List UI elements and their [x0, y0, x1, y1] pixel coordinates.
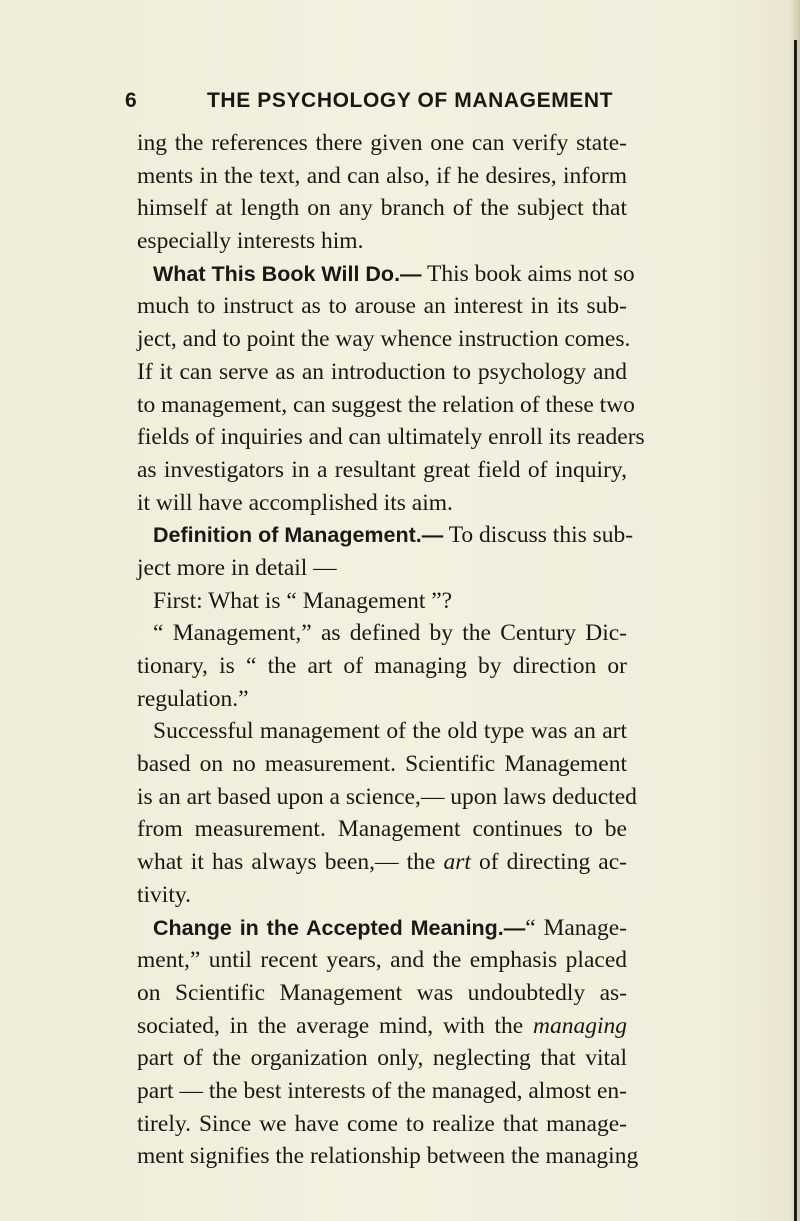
text-line: fields of inquiries and can ultimately enroll its readers	[137, 424, 645, 451]
text-line: ment signifies the relationship between the managing	[137, 1143, 639, 1170]
text-line: tionary, is “ the art of managing by direction or	[137, 653, 627, 679]
text-line: If it can serve as an introduction to psychology and	[137, 358, 627, 385]
text-line: part — the best interests of the managed, almost en-	[137, 1077, 627, 1104]
running-head	[125, 89, 625, 119]
text-line: what it has always been,— the art of directing ac-	[137, 849, 627, 876]
text-line: to management, can suggest the relation of these two	[137, 391, 635, 418]
text-line: Change in the Accepted Meaning.—“ Manage-	[153, 914, 627, 941]
text-line: as investigators in a resultant great field of inquiry,	[137, 456, 627, 483]
text-line: ject, and to point the way whence instruction comes.	[137, 326, 631, 353]
text-line: ments in the text, and can also, if he desires, inform	[137, 162, 627, 189]
text-line: First: What is “ Management ”?	[153, 587, 453, 614]
text-line: himself at length on any branch of the subject that	[137, 195, 627, 222]
text-line: much to instruct as to arouse an interest in its sub-	[137, 293, 627, 320]
text-line: it will have accomplished its aim.	[137, 489, 453, 516]
text-line: ment,” until recent years, and the emphasis placed	[137, 947, 627, 974]
text-line: ing the references there given one can verify state-	[137, 130, 627, 156]
text-line: regulation.”	[137, 685, 249, 712]
italic-managing: managing	[533, 1012, 627, 1039]
subheading-definition-of-management: Definition of Management.—	[153, 523, 444, 548]
text-line: tirely. Since we have come to realize that manage-	[137, 1110, 627, 1137]
running-title: THE PSYCHOLOGY OF MANAGEMENT	[207, 89, 614, 112]
italic-art: art	[443, 849, 471, 876]
binding-edge	[794, 40, 797, 1221]
text-line: Definition of Management.— To discuss this sub-	[153, 522, 634, 549]
text-line: part of the organization only, neglecting that vital	[137, 1045, 627, 1072]
text-line: from measurement. Management continues to be	[137, 816, 627, 843]
text-line: based on no measurement. Scientific Management	[137, 751, 627, 778]
text-line: “ Management,” as defined by the Century Dic-	[153, 620, 627, 647]
text-line: ject more in detail —	[137, 554, 337, 581]
text-line: Successful management of the old type was an art	[153, 718, 627, 745]
text-line: is an art based upon a science,— upon laws deducted	[137, 783, 637, 810]
text-line: sociated, in the average mind, with the managing	[137, 1012, 627, 1039]
text-line: on Scientific Management was undoubtedly as-	[137, 979, 627, 1006]
page-number: 6	[125, 89, 138, 112]
subheading-change-in-accepted-meaning: Change in the Accepted Meaning.—	[153, 915, 526, 940]
text-line: especially interests him.	[137, 228, 364, 255]
text-line: tivity.	[137, 881, 191, 908]
text-line: What This Book Will Do.— This book aims not so	[153, 260, 635, 287]
subheading-what-this-book-will-do: What This Book Will Do.—	[153, 261, 422, 286]
body-text	[137, 127, 645, 1173]
